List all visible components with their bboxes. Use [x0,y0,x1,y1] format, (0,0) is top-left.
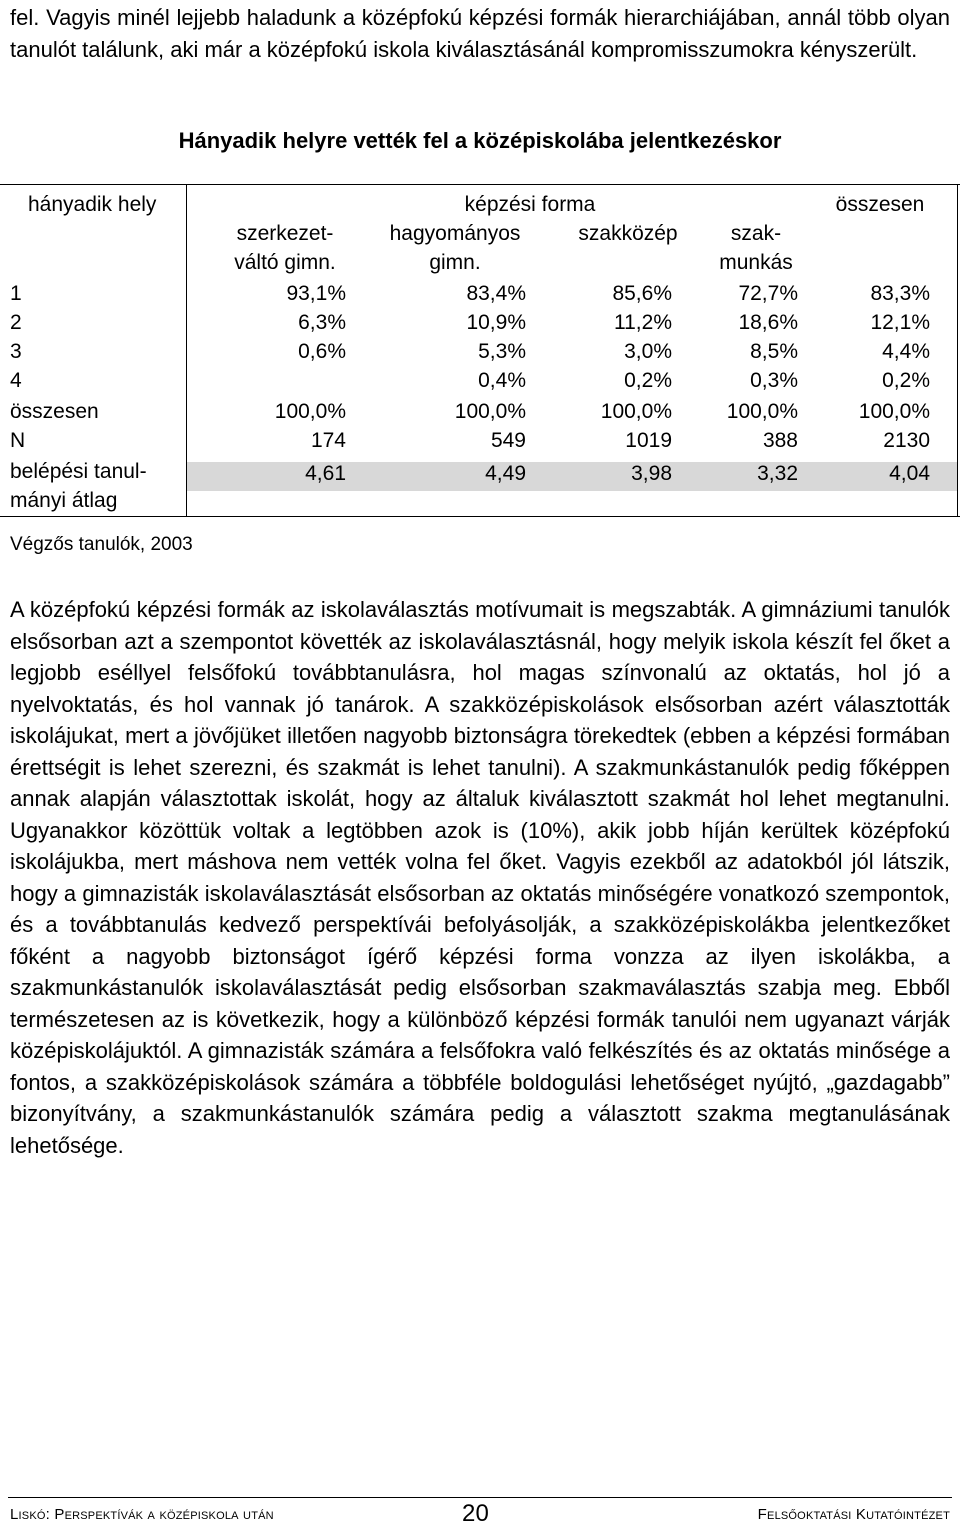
table-cell: 100,0% [726,400,798,423]
row-label: 4 [10,369,22,392]
table-cell: 100,0% [274,400,346,423]
table-cell: 3,0% [624,340,672,363]
col-header: szakközép [578,222,678,245]
row-label: összesen [10,400,99,423]
col-header: hagyományos [389,222,521,245]
table-cell: 5,3% [478,340,526,363]
row-label: mányi átlag [10,489,118,512]
table-cell: 4,04 [889,462,930,485]
row-label: N [10,429,26,452]
table-cell: 18,6% [738,311,798,334]
table-cell: 93,1% [286,282,346,305]
footer-rule [8,1497,952,1498]
table-cell: 0,3% [750,369,798,392]
table-cell: 83,3% [870,282,930,305]
row-label: 1 [10,282,22,305]
table-cell: 72,7% [738,282,798,305]
row-label: belépési tanul- [10,460,147,483]
results-table [0,184,960,517]
table-cell: 4,49 [485,462,526,485]
table-cell: 3,32 [757,462,798,485]
table-cell: 11,2% [614,311,672,334]
footer-author-title: Liskó: Perspektívák a középiskola után [10,1506,274,1523]
table-cell: 0,4% [478,369,526,392]
table-cell: 12,1% [870,311,930,334]
body-paragraph: A középfokú képzési formák az iskolaválasztás motívumait is megszabták. A gimnáziumi tanulók elsősorban azt a szempontot követték az iskolaválasztásnál, hogy melyik iskola készít fel őket a legjobb eséllyel felsőfokú továbbtanulásra, hol magas színvonalú az oktatás, hol jó a nyelvoktatás, és hol vannak jó tanárok. A szakközépiskolások elsősorban azért választották iskolájukat, mert a jövőjüket illetően nagyobb biztonságra törekedtek (ebben a képzési formában érettségit is lehet szerezni, és szakmát is lehet tanulni). A szakmunkástanulók pedig főképpen annak alapján választottak iskolát, hogy az általuk kiválasztott szakmát hol lehet megtanulni. Ugyanakkor közöttük voltak a legtöbben azok is (10%), akik jobb híján kerültek középfokú iskolájukba, mert máshova nem vették volna fel őket. Vagyis ezekből az adatokból jól látszik, hogy a gimnazisták iskolaválasztását elsősorban az oktatás minőségére vonatkozó szempontok, és a továbbtanulás kedvező perspektívái befolyásolják, a szakközépiskolákba jelentkezőket főként a nagyobb biztonságot ígérő képzési forma vonzza az ilyen iskolákba, a szakmunkástanulók iskolaválasztását pedig elsősorban szakmaválasztás szabja meg. Ebből természetesen az is következik, hogy a különböző képzési formák tanulói nem ugyanazt várják középiskolájuktól. A gimnazisták számára a felsőfokra való felkészítés és az oktatás minősége a fontos, a szakközépiskolások számára a többféle boldogulási lehetőséget nyújtó, „gazdagabb” bizonyítvány, a szakmunkástanulók számára pedig a választott szakma megtanulásának lehetősége. [10,597,950,1158]
table-cell: 0,6% [298,340,346,363]
row-label: 2 [10,311,22,334]
col-header: szerkezet- [236,222,334,245]
table-cell: 2130 [883,429,930,452]
page-number: 20 [462,1500,490,1527]
table-cell: 549 [490,429,526,452]
table-title: Hányadik helyre vették fel a középiskolába jelentkezéskor [178,128,782,153]
footer-institute: Felsőoktatási Kutatóintézet [757,1506,950,1523]
col-header: váltó gimn. [234,251,336,274]
table-border-top [0,184,960,185]
col-header: munkás [719,251,793,274]
source-note: Végzős tanulók, 2003 [10,534,193,555]
table-cell: 8,5% [750,340,798,363]
table-cell: 10,9% [466,311,526,334]
group-header: képzési forma [464,193,596,216]
table-cell: 85,6% [612,282,672,305]
table-cell: 100,0% [454,400,526,423]
col-header: gimn. [429,251,481,274]
table-cell: 6,3% [298,311,346,334]
table-divider [186,184,187,517]
table-cell: 388 [762,429,798,452]
row-label: 3 [10,340,22,363]
table-cell: 100,0% [600,400,672,423]
table-border-bottom [0,516,960,517]
table-cell: 0,2% [882,369,930,392]
table-cell: 100,0% [858,400,930,423]
table-cell: 4,4% [882,340,930,363]
table-cell: 174 [310,429,346,452]
col-header: szak- [730,222,782,245]
intro-paragraph: fel. Vagyis minél lejjebb haladunk a középfokú képzési formák hierarchiájában, annál több olyan tanulót találunk, aki már a középfokú iskola kiválasztásánál kompromisszumokra kényszerült. [10,5,950,62]
table-cell: 83,4% [466,282,526,305]
total-header: összesen [835,193,925,216]
table-divider [957,184,958,517]
table-cell: 3,98 [631,462,672,485]
row-header-label: hányadik hely [28,193,157,216]
table-cell: 4,61 [305,462,346,485]
table-cell: 1019 [625,429,672,452]
table-cell: 0,2% [624,369,672,392]
